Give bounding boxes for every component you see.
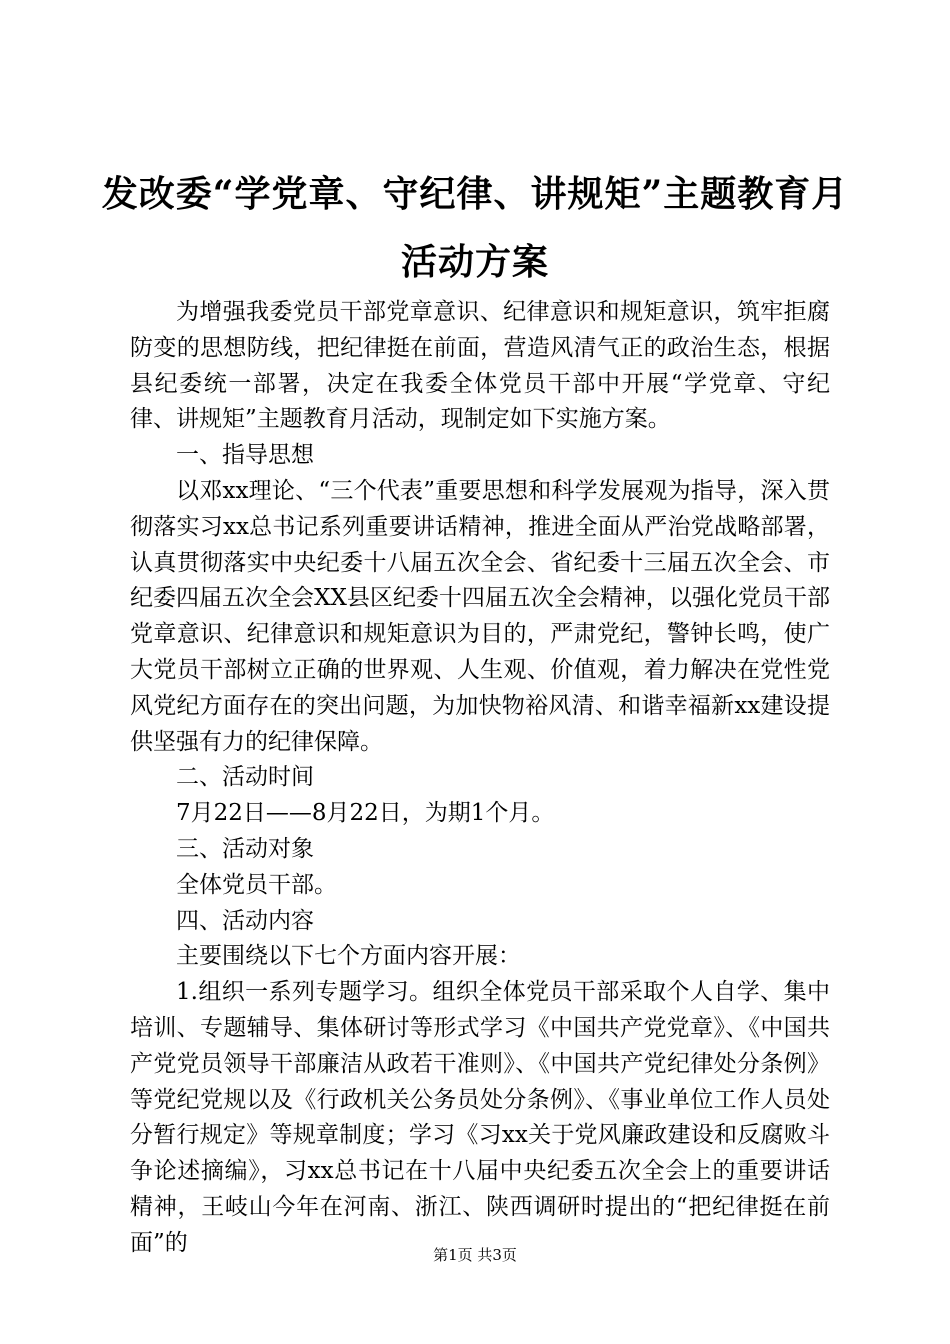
activity-content-intro: 主要围绕以下七个方面内容开展： <box>176 943 521 970</box>
activity-time-paragraph: 7月22日——8月22日，为期1个月。 <box>176 800 555 827</box>
section-heading-activity-target: 三、活动对象 <box>176 835 314 862</box>
section-heading-activity-time: 二、活动时间 <box>176 764 314 791</box>
intro-paragraph: 为增强我委党员干部党章意识、纪律意识和规矩意识，筑牢拒腐防变的思想防线，把纪律挺在前面，营造风清气正的政治生态，根据县纪委统一部署，决定在我委全体党员干部中开展“学党章、守纪律、讲规矩”主题教育月活动，现制定如下实施方案。 <box>130 299 830 433</box>
guiding-thought-paragraph: 以邓xx理论、“三个代表”重要思想和科学发展观为指导，深入贯彻落实习xx总书记系列重要讲话精神，推进全面从严治党战略部署，认真贯彻落实中央纪委十八届五次全会、省纪委十三届五次全会、市纪委四届五次全会XX县区纪委十四届五次全会精神，以强化党员干部党章意识、纪律意识和规矩意识为目的，严肃党纪，警钟长鸣，使广大党员干部树立正确的世界观、人生观、价值观，着力解决在党性党风党纪方面存在的突出问题，为加快物裕风清、和谐幸福新xx建设提供坚强有力的纪律保障。 <box>130 477 830 755</box>
document-title: 发改委“学党章、守纪律、讲规矩”主题教育月活动方案 <box>101 173 849 283</box>
document-body <box>130 295 830 1262</box>
section-heading-activity-content: 四、活动内容 <box>176 907 314 934</box>
section-heading-guiding-thought: 一、指导思想 <box>176 442 314 469</box>
activity-target-paragraph: 全体党员干部。 <box>176 871 337 898</box>
page-number: 第1页 共3页 <box>433 1246 517 1264</box>
activity-content-item-1: 1.组织一系列专题学习。组织全体党员干部采取个人自学、集中培训、专题辅导、集体研讨等形式学习《中国共产党党章》、《中国共产党党员领导干部廉洁从政若干准则》、《中国共产党纪律处分条例》等党纪党规以及《行政机关公务员处分条例》、《事业单位工作人员处分暂行规定》等规章制度；学习《习xx关于党风廉政建设和反腐败斗争论述摘编》，习xx总书记在十八届中央纪委五次全会上的重要讲话精神，王岐山今年在河南、浙江、陕西调研时提出的“把纪律挺在前面”的 <box>130 979 830 1256</box>
